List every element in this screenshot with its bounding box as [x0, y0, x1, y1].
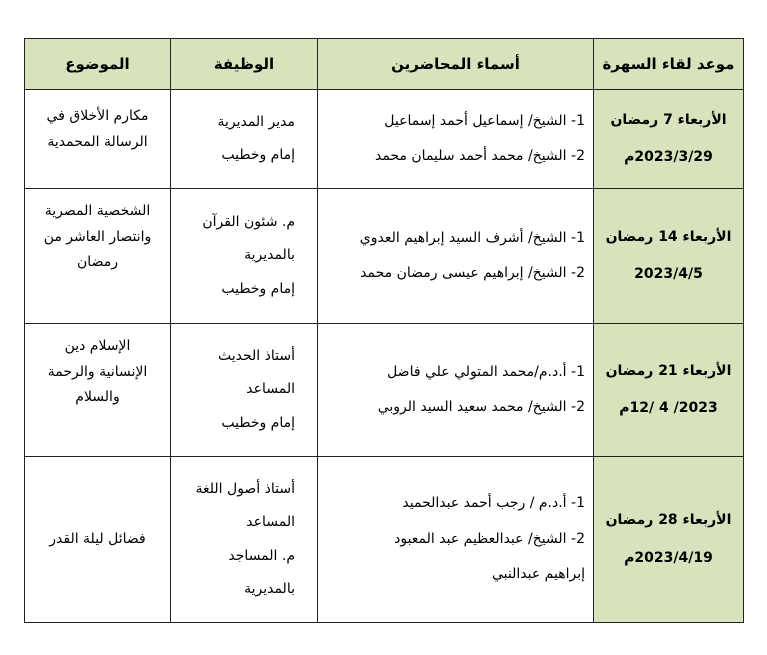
- date-day: الأربعاء 21 رمضان: [605, 362, 732, 379]
- topic-text: رمضان: [77, 254, 118, 270]
- header-names: أسماء المحاضرين: [318, 39, 594, 90]
- role-text: م. المساجد: [228, 547, 295, 564]
- lecturer-name: إبراهيم عبدالنبي: [492, 566, 585, 583]
- lecturers-cell: [318, 457, 594, 623]
- table-row: [25, 457, 744, 623]
- date-cell: [594, 457, 744, 623]
- topic-text: الرسالة المحمدية: [47, 133, 148, 150]
- table-row: [25, 324, 744, 457]
- date-cell: [594, 90, 744, 189]
- lecturer-name: 1- الشيخ/ إسماعيل أحمد إسماعيل: [384, 112, 585, 129]
- lecturer-name: 2- الشيخ/ إبراهيم عيسى رمضان محمد: [360, 265, 585, 281]
- topic-text: وانتصار العاشر من: [43, 228, 152, 245]
- topic-text: مكارم الأخلاق في: [46, 108, 149, 124]
- topic-text: والسلام: [75, 389, 120, 405]
- lecturer-name: 2- الشيخ/ محمد أحمد سليمان محمد: [374, 148, 585, 164]
- header-topic: الموضوع: [25, 39, 171, 90]
- topic-cell: [25, 189, 171, 324]
- role-text: مدير المديرية: [217, 113, 295, 130]
- role-cell: [171, 189, 318, 324]
- topic-cell: [25, 457, 171, 623]
- role-text: إمام وخطيب: [221, 147, 295, 163]
- role-text: المساعد: [246, 381, 295, 398]
- table-row: [25, 90, 744, 189]
- header-date: موعد لقاء السهرة: [594, 39, 744, 90]
- role-text: إمام وخطيب: [221, 280, 295, 297]
- lecturer-name: 2- الشيخ/ محمد سعيد السيد الروبي: [377, 399, 585, 415]
- topic-text: الإنسانية والرحمة: [47, 363, 148, 380]
- lecturer-name: 1- الشيخ/ أشرف السيد إبراهيم العدوي: [359, 229, 585, 246]
- header-role: الوظيفة: [171, 39, 318, 90]
- role-text: أستاذ الحديث: [218, 347, 295, 364]
- date-day: الأربعاء 7 رمضان: [610, 111, 727, 128]
- date-value: 2023/4/5: [634, 266, 703, 282]
- header-row: [25, 39, 744, 90]
- table-row: [25, 189, 744, 324]
- lecturer-name: 2- الشيخ/ عبدالعظيم عبد المعبود: [394, 530, 585, 547]
- lecturer-name: 1- أ.د.م/محمد المتولي علي فاضل: [387, 363, 585, 380]
- date-day: الأربعاء 28 رمضان: [605, 512, 732, 528]
- date-value: 2023/ 4 /12م: [619, 400, 718, 416]
- topic-cell: [25, 90, 171, 189]
- role-text: م. شئون القرآن: [202, 213, 295, 230]
- lecturers-cell: [318, 189, 594, 324]
- date-value: 2023/3/29م: [624, 149, 713, 165]
- role-cell: [171, 324, 318, 457]
- role-text: بالمديرية: [244, 581, 295, 597]
- lecturer-name: 1- أ.د.م / رجب أحمد عبدالحميد: [402, 495, 585, 512]
- schedule-table: [24, 38, 744, 623]
- role-text: بالمديرية: [244, 247, 295, 264]
- date-cell: [594, 324, 744, 457]
- date-cell: [594, 189, 744, 324]
- lecturers-cell: [318, 90, 594, 189]
- date-value: 2023/4/19م: [624, 549, 713, 566]
- role-text: المساعد: [246, 514, 295, 530]
- topic-text: الإسلام دين: [64, 338, 131, 354]
- role-cell: [171, 457, 318, 623]
- role-cell: [171, 90, 318, 189]
- role-text: إمام وخطيب: [221, 414, 295, 431]
- topic-text: فضائل ليلة القدر: [49, 530, 146, 547]
- lecturers-cell: [318, 324, 594, 457]
- topic-cell: [25, 324, 171, 457]
- topic-text: الشخصية المصرية: [44, 203, 151, 219]
- role-text: أستاذ أصول اللغة: [195, 480, 295, 497]
- date-day: الأربعاء 14 رمضان: [605, 228, 732, 245]
